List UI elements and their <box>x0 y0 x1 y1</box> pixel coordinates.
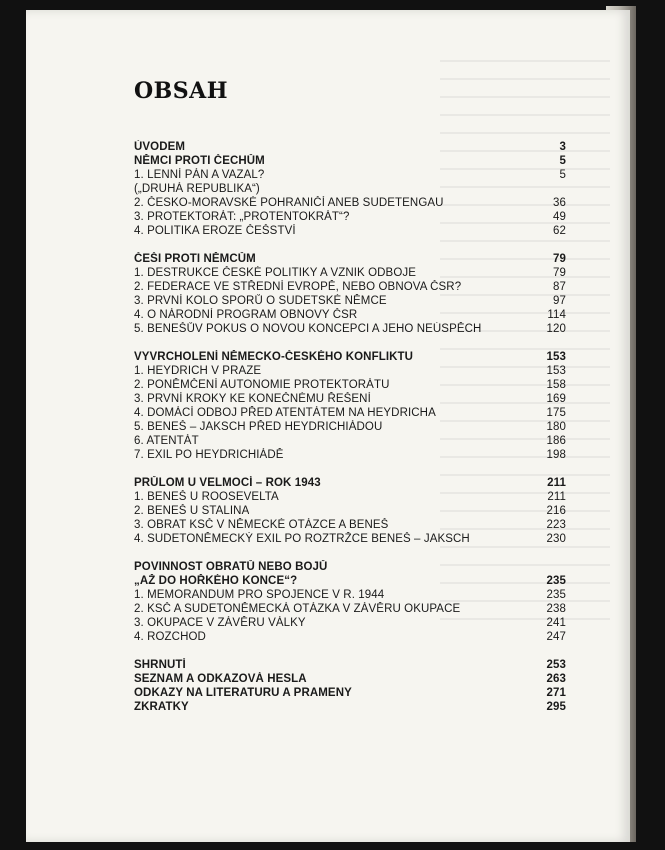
toc-entry-label: ZKRATKY <box>134 701 189 713</box>
toc-entry-label: 3. OKUPACE V ZÁVĚRU VÁLKY <box>134 617 306 629</box>
toc-page-number: 216 <box>546 505 566 517</box>
toc-page-number: 211 <box>547 477 566 489</box>
toc-entry-row <box>134 294 566 308</box>
toc-entry-row <box>134 420 566 434</box>
toc-page-number: 235 <box>546 589 566 601</box>
page-title: OBSAH <box>134 78 229 104</box>
toc-entry-label: 2. FEDERACE VE STŘEDNÍ EVROPĚ, NEBO OBNOVA ČSR? <box>134 281 462 293</box>
toc-entry-row <box>134 266 566 280</box>
toc-entry-row <box>134 602 566 616</box>
toc-page-number: 198 <box>546 449 566 461</box>
toc-section <box>134 658 566 714</box>
toc-heading-row <box>134 672 566 686</box>
toc-entry-label: („DRUHÁ REPUBLIKA“) <box>134 183 260 195</box>
toc-entry-row <box>134 322 566 336</box>
toc-page-number: 271 <box>546 687 566 699</box>
toc-entry-label: 4. ROZCHOD <box>134 631 206 643</box>
toc-heading-row <box>134 574 566 588</box>
toc-entry-label: VYVRCHOLENÍ NĚMECKO-ČESKÉHO KONFLIKTU <box>134 351 414 363</box>
toc-entry-label: ČEŠI PROTI NĚMCŮM <box>134 253 256 265</box>
toc-entry-label: 3. PRVNÍ KOLO SPORŮ O SUDETSKÉ NĚMCE <box>134 295 387 307</box>
toc-entry-row <box>134 406 566 420</box>
toc-page-number: 186 <box>546 435 566 447</box>
toc-page-number: 158 <box>546 379 566 391</box>
toc-page-number: 230 <box>546 533 566 545</box>
toc-entry-label: 3. OBRAT KSČ V NĚMECKÉ OTÁZCE A BENEŠ <box>134 519 389 531</box>
toc-section <box>134 252 566 336</box>
toc-page-number: 79 <box>553 253 566 265</box>
toc-page-number: 120 <box>546 323 566 335</box>
toc-entry-row <box>134 588 566 602</box>
toc-page-number: 97 <box>553 295 566 307</box>
toc-entry-label: 3. PRVNÍ KROKY KE KONEČNÉMU ŘEŠENÍ <box>134 393 371 405</box>
toc-heading-row <box>134 476 566 490</box>
toc-page-number: 238 <box>546 603 566 615</box>
toc-entry-label: 4. O NÁRODNÍ PROGRAM OBNOVY ČSR <box>134 309 358 321</box>
toc-heading-row <box>134 154 566 168</box>
toc-entry-label: ÚVODEM <box>134 141 186 153</box>
toc-entry-label: 1. HEYDRICH V PRAZE <box>134 365 262 377</box>
toc-heading-row <box>134 140 566 154</box>
toc-heading-row <box>134 560 566 574</box>
toc-entry-label: 1. LENNÍ PÁN A VAZAL? <box>134 169 265 181</box>
toc-entry-row <box>134 182 566 196</box>
toc-entry-label: 6. ATENTÁT <box>134 435 199 447</box>
toc-page-number: 87 <box>553 281 566 293</box>
toc-entry-label: SEZNAM A ODKAZOVÁ HESLA <box>134 673 307 685</box>
toc-entry-row <box>134 490 566 504</box>
toc-entry-label: ODKAZY NA LITERATURU A PRAMENY <box>134 687 352 699</box>
toc-entry-row <box>134 616 566 630</box>
toc-entry-row <box>134 392 566 406</box>
toc-entry-label: POVINNOST OBRATŮ NEBO BOJŮ <box>134 561 328 573</box>
toc-entry-row <box>134 630 566 644</box>
toc-entry-row <box>134 532 566 546</box>
toc-page-number: 253 <box>546 659 566 671</box>
toc-entry-label: SHRNUTÍ <box>134 659 186 671</box>
toc-entry-row <box>134 504 566 518</box>
toc-entry-label: 2. BENEŠ U STALINA <box>134 505 250 517</box>
toc-entry-label: 1. BENEŠ U ROOSEVELTA <box>134 491 279 503</box>
toc-entry-label: 1. MEMORANDUM PRO SPOJENCE V R. 1944 <box>134 589 385 601</box>
toc-entry-label: 5. BENEŠ – JAKSCH PŘED HEYDRICHIÁDOU <box>134 421 383 433</box>
toc-heading-row <box>134 350 566 364</box>
toc-section <box>134 560 566 644</box>
toc-entry-label: 4. POLITIKA EROZE ČEŠSTVÍ <box>134 225 296 237</box>
toc-page-number: 211 <box>547 491 566 503</box>
toc-page-number: 5 <box>559 155 566 167</box>
toc-page-number: 5 <box>559 169 566 181</box>
toc-page-number: 169 <box>546 393 566 405</box>
toc-entry-row <box>134 210 566 224</box>
toc-page-number: 175 <box>546 407 566 419</box>
toc-page-number: 62 <box>553 225 566 237</box>
toc-page-number: 153 <box>546 365 566 377</box>
toc-entry-row <box>134 518 566 532</box>
toc-section <box>134 476 566 546</box>
toc-entry-row <box>134 224 566 238</box>
toc-entry-row <box>134 308 566 322</box>
toc-entry-label: PRŮLOM U VELMOCÍ – ROK 1943 <box>134 477 321 489</box>
toc-entry-label: 3. PROTEKTORÁT: „PROTENTOKRÁT“? <box>134 211 350 223</box>
toc-entry-label: NĚMCI PROTI ČECHŮM <box>134 155 265 167</box>
toc-entry-label: 2. ČESKO-MORAVSKÉ POHRANIČÍ ANEB SUDETENGAU <box>134 197 444 209</box>
toc-entry-label: 7. EXIL PO HEYDRICHIÁDĚ <box>134 449 284 461</box>
toc-page-number: 223 <box>546 519 566 531</box>
toc-heading-row <box>134 700 566 714</box>
toc-entry-label: 4. SUDETONĚMECKÝ EXIL PO ROZTRŽCE BENEŠ – JAKSCH <box>134 533 470 545</box>
toc-page-number: 247 <box>546 631 566 643</box>
toc-entry-row <box>134 364 566 378</box>
toc-section <box>134 140 566 238</box>
toc-entry-row <box>134 448 566 462</box>
toc-entry-label: 4. DOMÁCÍ ODBOJ PŘED ATENTÁTEM NA HEYDRICHA <box>134 407 436 419</box>
toc-entry-label: 2. KSČ A SUDETONĚMECKÁ OTÁZKA V ZÁVĚRU OKUPACE <box>134 603 461 615</box>
toc-entry-label: 1. DESTRUKCE ČESKÉ POLITIKY A VZNIK ODBOJE <box>134 267 416 279</box>
toc-page-number: 114 <box>547 309 566 321</box>
toc-heading-row <box>134 658 566 672</box>
toc-entry-label: 2. PONĚMČENÍ AUTONOMIE PROTEKTORÁTU <box>134 379 390 391</box>
toc-heading-row <box>134 252 566 266</box>
toc-section <box>134 350 566 462</box>
toc-entry-label: „AŽ DO HOŘKÉHO KONCE“? <box>134 575 298 587</box>
toc-page-number: 79 <box>553 267 566 279</box>
toc-page-number: 36 <box>553 197 566 209</box>
toc-page-number: 263 <box>546 673 566 685</box>
table-of-contents <box>134 140 566 728</box>
toc-entry-label: 5. BENEŠŮV POKUS O NOVOU KONCEPCI A JEHO NEÚSPĚCH <box>134 323 482 335</box>
toc-heading-row <box>134 686 566 700</box>
toc-page-number: 49 <box>553 211 566 223</box>
toc-page-number: 153 <box>546 351 566 363</box>
toc-page-number: 295 <box>546 701 566 713</box>
toc-page-number: 241 <box>546 617 566 629</box>
toc-entry-row <box>134 378 566 392</box>
toc-page-number: 235 <box>546 575 566 587</box>
toc-entry-row <box>134 280 566 294</box>
toc-entry-row <box>134 434 566 448</box>
toc-page-number: 180 <box>546 421 566 433</box>
toc-page-number: 3 <box>559 141 566 153</box>
toc-entry-row <box>134 196 566 210</box>
toc-entry-row <box>134 168 566 182</box>
